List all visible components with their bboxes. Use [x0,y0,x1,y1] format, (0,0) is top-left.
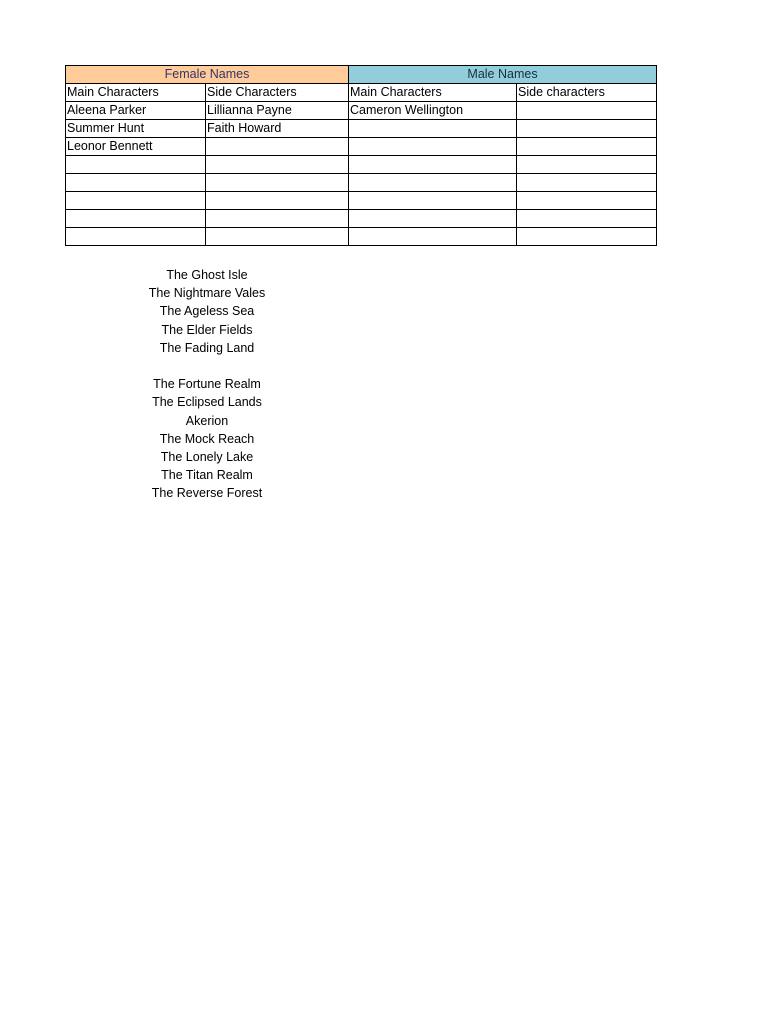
male-main-characters-header[interactable]: Main Characters [349,84,517,102]
place-name: The Ageless Sea [159,304,255,319]
table-cell[interactable] [349,156,517,174]
place-names-list [122,266,292,502]
table-cell[interactable] [517,102,657,120]
table-cell[interactable] [66,156,206,174]
column-header-row [66,84,657,102]
table-cell[interactable] [349,120,517,138]
table-row [66,228,657,246]
place-name: The Fading Land [159,340,255,355]
table-cell[interactable]: Aleena Parker [66,102,206,120]
table-cell[interactable] [206,192,349,210]
table-row [66,210,657,228]
table-cell[interactable] [349,210,517,228]
table-row [66,156,657,174]
table-cell[interactable]: Cameron Wellington [349,102,517,120]
table-cell[interactable] [66,192,206,210]
table-cell[interactable]: Leonor Bennett [66,138,206,156]
character-names-table [65,65,657,246]
table-cell[interactable] [66,210,206,228]
table-cell[interactable] [349,138,517,156]
female-names-header[interactable]: Female Names [66,66,349,84]
table-cell[interactable] [349,174,517,192]
table-cell[interactable] [349,228,517,246]
table-cell[interactable] [206,138,349,156]
table-cell[interactable] [517,120,657,138]
table-row [66,120,657,138]
table-cell[interactable] [349,192,517,210]
table-cell[interactable] [66,228,206,246]
place-name: The Titan Realm [161,468,253,483]
table-body [66,66,657,246]
table-cell[interactable] [206,210,349,228]
place-name: The Ghost Isle [166,268,248,282]
place-name: The Lonely Lake [160,449,254,464]
table-row [66,102,657,120]
table-cell[interactable]: Lillianna Payne [206,102,349,120]
table-cell[interactable] [206,228,349,246]
female-side-characters-header[interactable]: Side Characters [206,84,349,102]
table-cell[interactable] [517,138,657,156]
table-row [66,138,657,156]
table-cell[interactable] [517,156,657,174]
place-name [122,357,292,375]
place-name: The Elder Fields [161,322,253,337]
table-cell[interactable] [517,228,657,246]
table-cell[interactable] [206,156,349,174]
place-name: The Reverse Forest [151,486,263,501]
group-header-row [66,66,657,84]
place-name: The Nightmare Vales [148,286,266,301]
table-cell[interactable] [517,210,657,228]
place-name: The Mock Reach [159,431,255,446]
place-name: The Fortune Realm [153,377,261,392]
male-names-header[interactable]: Male Names [349,66,657,84]
table-cell[interactable] [206,174,349,192]
place-name: The Eclipsed Lands [152,395,262,410]
table-cell[interactable]: Faith Howard [206,120,349,138]
table-row [66,174,657,192]
male-side-characters-header[interactable]: Side characters [517,84,657,102]
table-cell[interactable] [517,192,657,210]
table-cell[interactable] [66,174,206,192]
table-cell[interactable] [517,174,657,192]
table-row [66,192,657,210]
place-name: Akerion [185,413,229,428]
female-main-characters-header[interactable]: Main Characters [66,84,206,102]
table-cell[interactable]: Summer Hunt [66,120,206,138]
